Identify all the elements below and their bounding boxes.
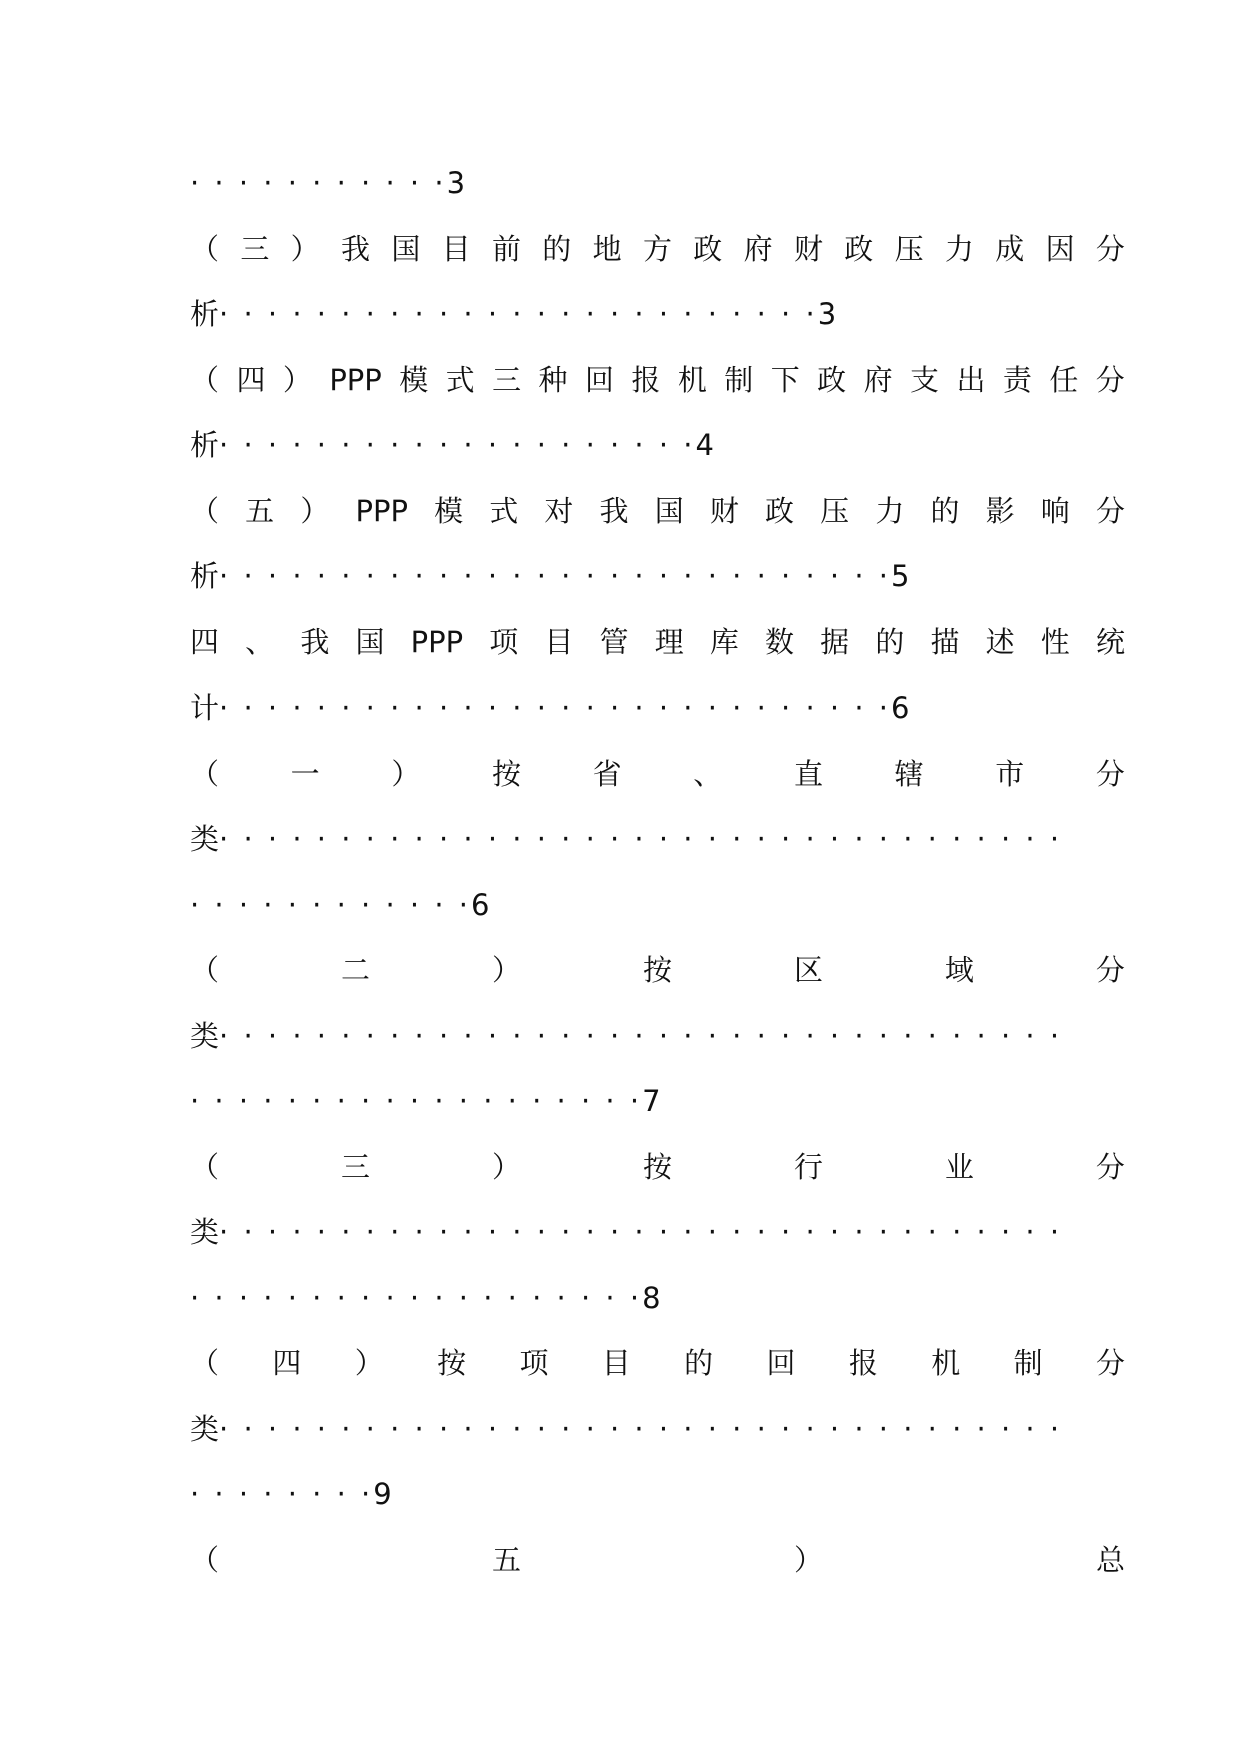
toc-heading-line — [190, 622, 1125, 662]
toc-page-number: 3 — [817, 297, 837, 331]
toc-heading-char: 式 — [489, 494, 519, 528]
toc-heading-char: （ — [190, 1543, 220, 1577]
toc-heading-char: ） — [491, 953, 521, 987]
toc-page-number: 6 — [471, 888, 490, 922]
toc-heading-line — [190, 229, 1125, 269]
toc-heading-char: 分 — [1095, 1346, 1125, 1380]
toc-dots-line — [190, 1474, 392, 1514]
toc-heading-char: 库 — [709, 625, 739, 659]
toc-heading-char: 地 — [592, 232, 622, 266]
toc-heading-char: 责 — [1002, 363, 1032, 397]
toc-leader-dots: · · · · · · · · · · · · · · · · · · · · · · · · · · · · · · · · · · · — [219, 1019, 1063, 1053]
toc-heading-char: 省 — [592, 757, 622, 791]
toc-heading-char: PPP — [410, 625, 464, 659]
toc-heading-char: （ — [190, 953, 220, 987]
toc-heading-char: 分 — [1095, 757, 1125, 791]
toc-heading-char: 区 — [793, 953, 823, 987]
toc-heading-char: 因 — [1045, 232, 1075, 266]
toc-heading-char: 辖 — [894, 757, 924, 791]
toc-leader-line — [190, 556, 909, 596]
toc-heading-char: 目 — [601, 1346, 631, 1380]
toc-leader-line — [190, 1016, 1062, 1056]
toc-heading-line — [190, 1147, 1125, 1187]
toc-heading-char: 财 — [709, 494, 739, 528]
toc-heading-char: 力 — [875, 494, 905, 528]
toc-leader-dots: · · · · · · · · — [190, 1477, 374, 1511]
toc-heading-char: 项 — [489, 625, 519, 659]
toc-heading-char: 国 — [355, 625, 385, 659]
toc-dots-line — [190, 1278, 661, 1318]
toc-heading-char: 统 — [1095, 625, 1125, 659]
toc-heading-char: 力 — [944, 232, 974, 266]
toc-leading-char: 析 — [190, 428, 220, 462]
toc-heading-char: 分 — [1095, 494, 1125, 528]
toc-leader-line — [190, 294, 836, 334]
toc-heading-char: 一 — [290, 757, 320, 791]
toc-heading-char: 的 — [875, 625, 905, 659]
toc-heading-char: 国 — [391, 232, 421, 266]
toc-heading-char: 按 — [642, 1150, 672, 1184]
toc-heading-char: 总 — [1095, 1543, 1125, 1577]
toc-heading-char: 成 — [995, 232, 1025, 266]
toc-heading-char: 式 — [445, 363, 475, 397]
toc-heading-char: 我 — [599, 494, 629, 528]
toc-heading-char: 四 — [272, 1346, 302, 1380]
toc-heading-char: PPP — [355, 494, 408, 528]
toc-heading-char: 五 — [245, 494, 275, 528]
toc-heading-char: 业 — [944, 1150, 974, 1184]
toc-heading-char: （ — [190, 363, 220, 397]
toc-page-number: 6 — [891, 691, 910, 725]
toc-leader-dots: · · · · · · · · · · · · · · · · · · · · · · · · · · · · — [219, 559, 892, 593]
toc-heading-char: 模 — [399, 363, 429, 397]
toc-heading-char: 述 — [985, 625, 1015, 659]
toc-leader-dots: · · · · · · · · · · · · · · · · · · · — [190, 1281, 643, 1315]
toc-heading-char: 三 — [340, 1150, 370, 1184]
toc-heading-char: 项 — [519, 1346, 549, 1380]
toc-leader-dots: · · · · · · · · · · · — [190, 166, 447, 200]
toc-heading-char: 的 — [542, 232, 572, 266]
toc-heading-line — [190, 950, 1125, 990]
toc-heading-char: 据 — [820, 625, 850, 659]
toc-page-number: 7 — [642, 1084, 661, 1118]
toc-heading-char: （ — [190, 1346, 220, 1380]
toc-heading-char: 四 — [190, 625, 220, 659]
toc-leader-dots: · · · · · · · · · · · · · · · · · · · · · · · · · · · · · · · · · · · — [219, 822, 1063, 856]
toc-heading-char: ） — [300, 494, 330, 528]
toc-heading-char: 影 — [985, 494, 1015, 528]
toc-heading-char: 四 — [236, 363, 266, 397]
toc-heading-char: PPP — [329, 363, 382, 397]
toc-heading-line — [190, 1540, 1125, 1580]
toc-dots-line — [190, 1081, 661, 1121]
toc-heading-char: 我 — [340, 232, 370, 266]
toc-leader-line — [190, 1409, 1062, 1449]
toc-heading-char: 种 — [538, 363, 568, 397]
toc-heading-char: 分 — [1095, 232, 1125, 266]
toc-heading-char: 数 — [765, 625, 795, 659]
toc-leader-dots: · · · · · · · · · · · · · · · · · · · · · · · · · · · · — [219, 691, 892, 725]
toc-leader-dots: · · · · · · · · · · · · · · · · · · · · · · · · · · · · · · · · · · · — [219, 1215, 1063, 1249]
toc-heading-char: 分 — [1095, 1150, 1125, 1184]
toc-dots-line — [190, 163, 465, 203]
toc-heading-char: 模 — [434, 494, 464, 528]
toc-heading-char: 我 — [300, 625, 330, 659]
toc-heading-char: 前 — [491, 232, 521, 266]
toc-leader-dots: · · · · · · · · · · · · · · · · · · · · · · · · · · · · · · · · · · · — [219, 1412, 1063, 1446]
toc-heading-line — [190, 1343, 1125, 1383]
toc-heading-char: 府 — [863, 363, 893, 397]
toc-heading-line — [190, 360, 1125, 400]
toc-heading-char: 压 — [820, 494, 850, 528]
toc-heading-char: 支 — [910, 363, 940, 397]
toc-page-number: 5 — [891, 559, 910, 593]
toc-heading-char: （ — [190, 494, 220, 528]
toc-heading-char: 政 — [693, 232, 723, 266]
toc-heading-char: ） — [491, 1150, 521, 1184]
toc-heading-char: 机 — [931, 1346, 961, 1380]
toc-heading-char: 制 — [724, 363, 754, 397]
toc-heading-line — [190, 754, 1125, 794]
toc-heading-char: 出 — [956, 363, 986, 397]
toc-heading-char: 压 — [894, 232, 924, 266]
toc-heading-char: 域 — [944, 953, 974, 987]
toc-heading-char: 三 — [240, 232, 270, 266]
toc-heading-char: 按 — [437, 1346, 467, 1380]
toc-heading-char: ） — [391, 757, 421, 791]
toc-heading-char: 方 — [642, 232, 672, 266]
toc-heading-char: 下 — [770, 363, 800, 397]
toc-leader-line — [190, 425, 714, 465]
toc-leader-dots: · · · · · · · · · · · · · · · · · · · · · · · · · — [219, 297, 818, 331]
toc-heading-char: 回 — [584, 363, 614, 397]
toc-heading-char: 按 — [642, 953, 672, 987]
toc-leader-line — [190, 688, 909, 728]
toc-page-number: 9 — [373, 1477, 392, 1511]
toc-heading-char: 对 — [544, 494, 574, 528]
toc-heading-char: 市 — [995, 757, 1025, 791]
toc-heading-char: 五 — [491, 1543, 521, 1577]
toc-heading-char: 政 — [817, 363, 847, 397]
toc-heading-line — [190, 491, 1125, 531]
toc-heading-char: 制 — [1013, 1346, 1043, 1380]
toc-heading-char: 的 — [684, 1346, 714, 1380]
toc-heading-char: 、 — [693, 757, 723, 791]
toc-heading-char: 政 — [765, 494, 795, 528]
toc-heading-char: 机 — [677, 363, 707, 397]
toc-leading-char: 类 — [190, 1215, 220, 1249]
toc-leading-char: 类 — [190, 1019, 220, 1053]
toc-heading-char: 目 — [441, 232, 471, 266]
toc-heading-char: 管 — [599, 625, 629, 659]
toc-page-number: 4 — [695, 428, 714, 462]
toc-leading-char: 类 — [190, 1412, 220, 1446]
toc-heading-char: （ — [190, 232, 220, 266]
toc-heading-char: 目 — [544, 625, 574, 659]
toc-heading-char: 三 — [492, 363, 522, 397]
toc-heading-char: 财 — [793, 232, 823, 266]
toc-leader-dots: · · · · · · · · · · · · — [190, 888, 472, 922]
toc-heading-char: ） — [290, 232, 320, 266]
toc-leader-dots: · · · · · · · · · · · · · · · · · · · · — [219, 428, 696, 462]
toc-leader-line — [190, 819, 1062, 859]
toc-heading-char: （ — [190, 757, 220, 791]
toc-leader-dots: · · · · · · · · · · · · · · · · · · · — [190, 1084, 643, 1118]
toc-heading-char: 描 — [930, 625, 960, 659]
toc-heading-char: 分 — [1095, 363, 1125, 397]
toc-heading-char: 响 — [1040, 494, 1070, 528]
toc-heading-char: 政 — [844, 232, 874, 266]
toc-heading-char: 报 — [848, 1346, 878, 1380]
toc-heading-char: 的 — [930, 494, 960, 528]
toc-heading-char: ） — [282, 363, 312, 397]
toc-leader-line — [190, 1212, 1062, 1252]
toc-heading-char: （ — [190, 1150, 220, 1184]
toc-page-number: 3 — [446, 166, 466, 200]
toc-heading-char: 直 — [793, 757, 823, 791]
toc-page-number: 8 — [642, 1281, 661, 1315]
toc-leading-char: 析 — [190, 559, 220, 593]
toc-dots-line — [190, 885, 489, 925]
toc-heading-char: 性 — [1040, 625, 1070, 659]
toc-heading-char: 任 — [1049, 363, 1079, 397]
toc-heading-char: 理 — [654, 625, 684, 659]
toc-leading-char: 类 — [190, 822, 220, 856]
toc-heading-char: 二 — [340, 953, 370, 987]
toc-heading-char: 按 — [491, 757, 521, 791]
toc-heading-char: 行 — [793, 1150, 823, 1184]
toc-heading-char: ） — [793, 1543, 823, 1577]
toc-heading-char: ） — [354, 1346, 384, 1380]
toc-leading-char: 析 — [190, 297, 220, 331]
toc-heading-char: 、 — [245, 625, 275, 659]
toc-heading-char: 国 — [654, 494, 684, 528]
toc-leading-char: 计 — [190, 691, 220, 725]
toc-heading-char: 回 — [766, 1346, 796, 1380]
toc-heading-char: 府 — [743, 232, 773, 266]
toc-heading-char: 报 — [631, 363, 661, 397]
toc-heading-char: 分 — [1095, 953, 1125, 987]
